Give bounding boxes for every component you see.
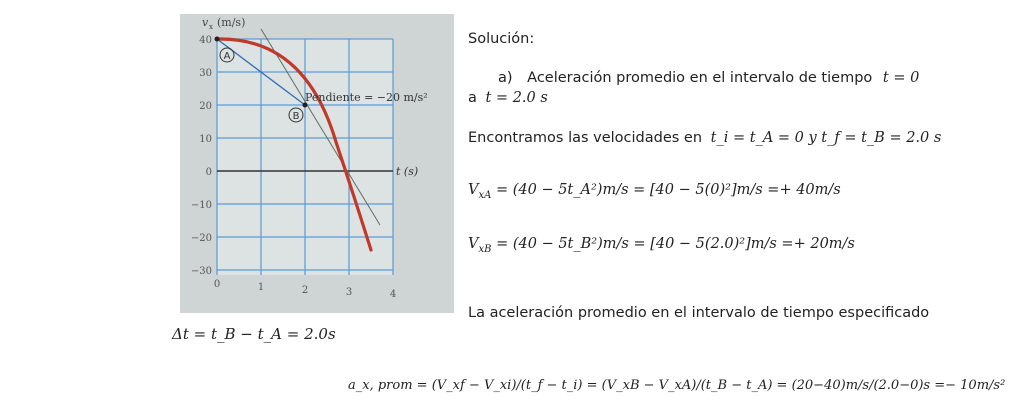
part-a-eq2: t = 2.0 s	[485, 90, 548, 106]
solution-title: Solución:	[468, 31, 535, 47]
vxb-rhs: (40 − 5t_B²)m/s = [40 − 5(2.0)²]m/s =+ 20m/s	[512, 236, 855, 252]
point-b-label: B	[292, 111, 300, 122]
point-a-dot	[215, 37, 220, 42]
y-axis-units: (m/s)	[217, 16, 246, 29]
vxa-lhs: V	[468, 182, 479, 198]
velocities-line	[468, 130, 941, 146]
vxa-rhs: (40 − 5t_A²)m/s = [40 − 5(0)²]m/s =+ 40m/s	[512, 182, 841, 198]
x-tick: 2	[301, 285, 309, 296]
y-tick: 20	[199, 101, 212, 112]
velocities-intro: Encontramos las velocidades en	[468, 130, 703, 146]
part-a-eq1: t = 0	[882, 70, 920, 86]
part-a-heading	[498, 70, 919, 86]
velocities-eq: t_i = t_A = 0 y t_f = t_B = 2.0 s	[710, 130, 942, 146]
slope-annotation: Pendiente = −20 m/s²	[305, 91, 428, 104]
vxb-sub: xB	[478, 243, 492, 255]
avg-text: La aceleración promedio en el intervalo de tiempo especificado	[468, 305, 930, 321]
y-tick: 10	[199, 134, 212, 145]
part-a-a: a	[468, 90, 477, 106]
y-tick: 40	[199, 35, 212, 46]
x-tick: 4	[389, 289, 397, 300]
part-a-prefix: a)	[498, 70, 513, 86]
x-axis-label: t (s)	[396, 165, 419, 178]
y-axis-label: v	[202, 16, 209, 29]
velocity-time-figure	[180, 14, 454, 313]
part-a-line2	[468, 90, 548, 106]
vxa-sub: xA	[478, 189, 492, 201]
vxb-equation: $V_{xB} = (40$ − 5t_B²)m/s = [40 − 5(2.0)²]m/s =+ 20m/s	[468, 236, 855, 255]
y-axis-sub: x	[209, 23, 213, 31]
x-tick: 0	[213, 279, 221, 290]
y-tick: 0	[205, 167, 212, 178]
part-a-text: Aceleración promedio en el intervalo de tiempo	[527, 70, 873, 86]
y-tick: 30	[199, 68, 212, 79]
vxa-equation: $V_{xA} = (40$ − 5t_A²)m/s = [40 − 5(0)²]m/s =+ 40m/s	[468, 182, 841, 201]
y-tick: −10	[190, 200, 212, 211]
x-tick: 1	[257, 282, 265, 293]
y-tick: −20	[190, 233, 212, 244]
velocity-time-graph	[180, 14, 454, 313]
delta-t-equation: Δt = t_B − t_A = 2.0s	[172, 325, 336, 343]
x-tick: 3	[345, 287, 353, 298]
point-a-label: A	[223, 51, 231, 62]
y-tick: −30	[190, 266, 212, 277]
vxb-lhs: V	[468, 236, 479, 252]
final-equation: a_x, prom = (V_xf − V_xi)/(t_f − t_i) = (V_xB − V_xA)/(t_B − t_A) = (20−40)m/s/(2.0−0)s =− 10m/s²	[348, 378, 1006, 393]
